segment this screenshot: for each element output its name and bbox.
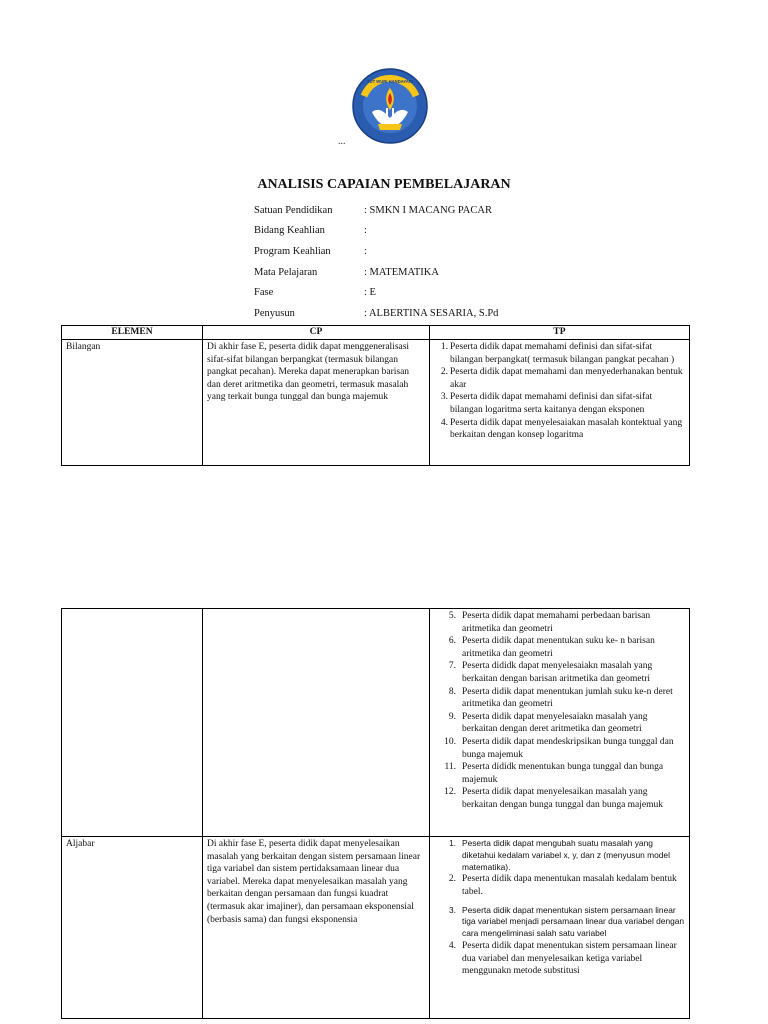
meta-row (254, 262, 498, 283)
cp-table-1 (61, 325, 690, 466)
table-row (62, 609, 690, 837)
table-row (62, 837, 690, 1019)
list-item: 7. Peserta dididk dapat menyelesaiakn masalah yang berkaitan dengan barisan aritmetika dan geometri (448, 661, 653, 684)
header-cp: CP (203, 326, 430, 340)
list-item: 9. Peserta didik dapat menyelesaiakn masalah yang berkaitan dengan deret aritmetika dan geometri (448, 711, 648, 735)
meta-label: Program Keahlian (254, 245, 331, 257)
meta-label: Fase (254, 287, 274, 299)
list-item: 1. Peserta didik dapat mengubah suatu masalah yang diketahui kedalam variabel x, y, dan z (menyusun model matematika). (449, 838, 670, 872)
tp-list (434, 610, 685, 812)
list-item: 3. Peserta didik dapat memahami definisi dan sifat-sifat bilangan logaritma serta kaitanya dengan eksponen (440, 392, 653, 415)
meta-row (254, 241, 498, 262)
tut-wuri-handayani-logo (350, 66, 430, 146)
cp-cell: Di akhir fase E, peserta didik dapat menyelesaikan masalah yang berkaitan dengan sistem persamaan linear tiga variabel dan sistem pertidaksamaan linear dua variabel. Mereka dapat menyelesaikan masalah yang berkaitan dengan persamaan dan fungsi kuadrat (termasuk akar imajiner), dan persamaan eksponensial (berbasis sama) dan fungsi eksponensia (203, 837, 430, 1019)
meta-label: Mata Pelajaran (254, 266, 318, 278)
list-item: 5. Peserta didik dapat memahami perbedaan barisan aritmetika dan geometri (448, 611, 651, 634)
meta-value: : ALBERTINA SESARIA, S.Pd (364, 307, 499, 319)
meta-label: Satuan Pendidikan (254, 204, 333, 216)
meta-label: Bidang Keahlian (254, 225, 325, 237)
ellipsis-mark: ... (338, 136, 346, 147)
meta-value: : (364, 245, 367, 257)
list-item: 2. Peserta didik dapat memahami dan menyederhanakan bentuk akar (440, 367, 683, 390)
meta-value: : MATEMATIKA (364, 266, 439, 278)
cp-cell (203, 609, 430, 837)
cp-cell: Di akhir fase E, peserta didik dapat menggeneralisasi sifat-sifat bilangan berpangkat (termasuk bilangan pangkat pecahan). Mereka dapat menerapkan barisan dan deret aritmetika dan geometri, termasuk masalah yang terkait bunga tunggal dan bunga majemuk (203, 340, 430, 466)
cp-table-2 (61, 608, 690, 1019)
list-item: 3. Peserta didik dapat menentukan sistem persamaan linear tiga variabel menjadi persamaan linear dua variabel dengan cara mengeliminasi salah satu variabel (449, 904, 685, 939)
list-item: 10. Peserta didik dapat mendeskripsikan bunga tunggal dan bunga majemuk (444, 736, 674, 760)
list-item: 11. Peserta dididk menentukan bunga tunggal dan bunga majemuk (444, 762, 664, 785)
table-header-row (62, 326, 690, 340)
meta-row (254, 282, 498, 303)
list-item: 2. Peserta didik dapa menentukan masalah kedalam bentuk tabel. (448, 874, 677, 897)
tp-list (434, 838, 685, 978)
meta-label: Penyusun (254, 307, 295, 319)
elemen-cell: Aljabar (62, 837, 203, 1019)
elemen-cell: Bilangan (62, 340, 203, 466)
tp-cell (430, 837, 690, 1019)
elemen-cell (62, 609, 203, 837)
table-row (62, 340, 690, 466)
tp-cell (430, 609, 690, 837)
tp-list (434, 341, 685, 442)
meta-value: : (364, 225, 367, 237)
list-item: 4. Peserta didik dapat menentukan sistem persamaan linear dua variabel dan menyelesaikan ketiga variabel menggunakn metode substitusi (448, 940, 677, 977)
meta-row (254, 200, 498, 221)
header-elemen: ELEMEN (62, 326, 203, 340)
list-item: 1. Peserta didik dapat memahami definisi dan sifat-sifat bilangan berpangkat( termasuk bilangan pangkat pecahan ) (440, 342, 675, 365)
page-title: ANALISIS CAPAIAN PEMBELAJARAN (257, 177, 511, 192)
header-tp: TP (430, 326, 690, 340)
meta-value: : SMKN I MACANG PACAR (364, 204, 492, 216)
meta-value: : E (364, 287, 376, 299)
logo-text: TUT WURI HANDAYANI (367, 79, 413, 84)
list-item: 8. Peserta didik dapat menentukan jumlah suku ke-n deret aritmetika dan geometri (448, 686, 673, 710)
tp-cell (430, 340, 690, 466)
list-item: 6. Peserta didik dapat menentukan suku ke- n barisan aritmetika dan geometri (448, 636, 655, 659)
meta-row (254, 221, 498, 242)
list-item: 4. Peserta didik dapat menyelesaiakan masalah kontektual yang berkaitan dengan konsep logaritma (440, 417, 683, 441)
document-meta (254, 200, 498, 324)
meta-row (254, 303, 498, 324)
list-item: 12. Peserta didik dapat menyelesaikan masalah yang berkaitan dengan bunga tunggal dan bunga majemuk (444, 787, 664, 810)
